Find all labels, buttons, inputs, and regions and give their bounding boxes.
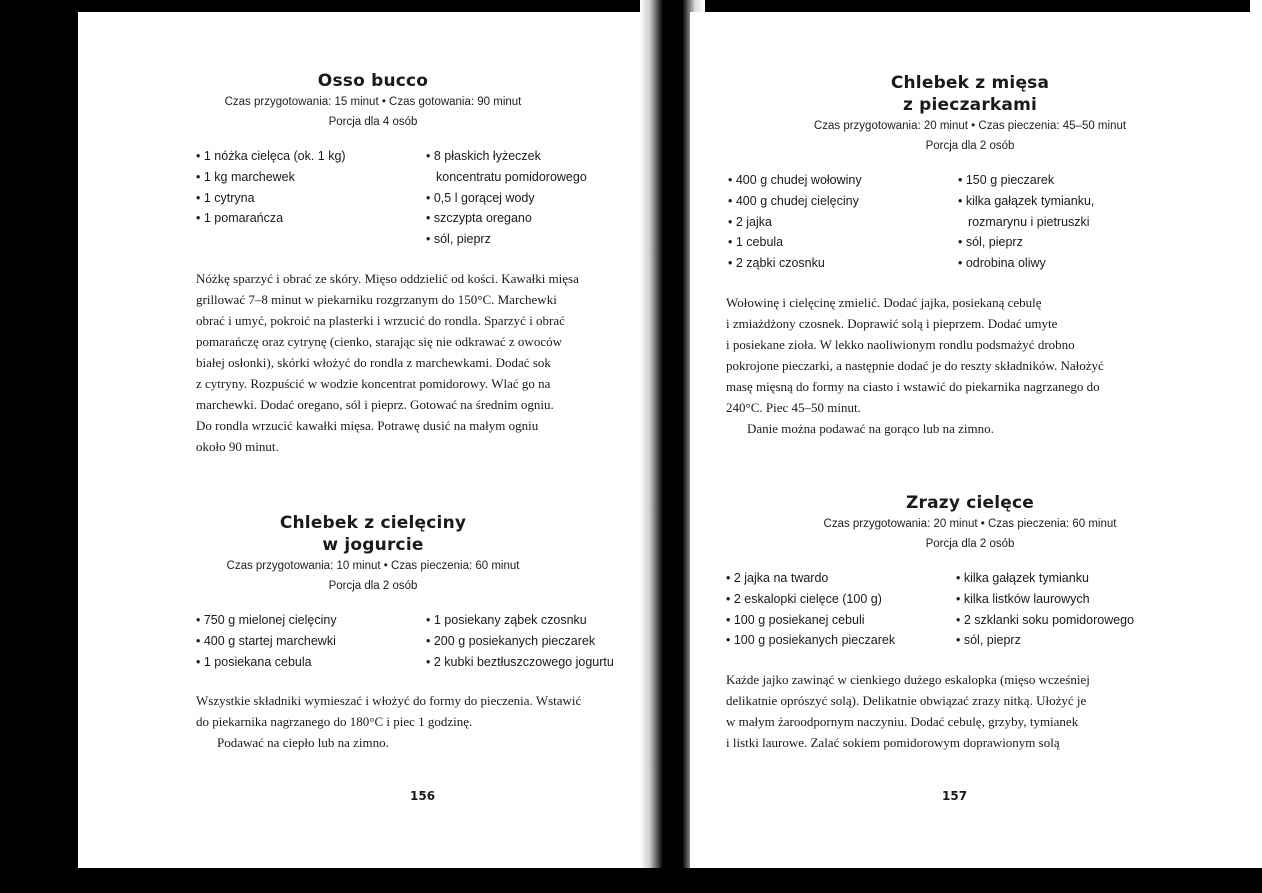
ingredient-item: • 2 ząbki czosnku [728, 253, 958, 274]
ingredient-item: • 1 cytryna [196, 188, 426, 209]
method-line: 240°C. Piec 45–50 minut. [726, 399, 861, 415]
ingredients-column-1 [726, 568, 956, 651]
ingredients-column-1 [728, 170, 958, 274]
recipe-method [196, 268, 656, 457]
recipe-title-line-2: w jogurcie [322, 535, 424, 555]
ingredient-item: • 1 kg marchewek [196, 167, 426, 188]
recipe-meta-time: Czas przygotowania: 10 minut • Czas pieczenia: 60 minut [226, 560, 520, 572]
method-line: Do rondla wrzucić kawałki mięsa. Potrawę dusić na małym ogniu [196, 417, 539, 433]
ingredient-item: • 1 nóżka cielęca (ok. 1 kg) [196, 146, 426, 167]
recipe-title: Zrazy cielęce [905, 493, 1035, 513]
ingredient-item: • kilka listków laurowych [956, 589, 1186, 610]
recipe-meta-time: Czas przygotowania: 20 minut • Czas pieczenia: 60 minut [823, 518, 1117, 530]
method-line: białej osłonki), skórki włożyć do rondla z marchewkami. Dodać sok [196, 354, 551, 370]
method-line: pokrojone pieczarki, a następnie dodać je do reszty składników. Nałożyć [726, 357, 1104, 373]
ingredient-item: • 2 eskalopki cielęce (100 g) [726, 589, 956, 610]
ingredient-item: • 1 posiekany ząbek czosnku [426, 610, 666, 631]
recipe-chlebek-z-miesa [690, 72, 1250, 439]
method-line: obrać i umyć, pokroić na plasterki i wrzucić do rondla. Sparzyć i obrać [196, 312, 565, 328]
ingredient-item: • 400 g startej marchewki [196, 631, 426, 652]
recipe-method [726, 292, 1246, 439]
method-line: marchewki. Dodać oregano, sól i pieprz. Gotować na średnim ogniu. [196, 396, 554, 412]
recipe-title-line-2: z pieczarkami [902, 95, 1038, 115]
ingredient-item: • odrobina oliwy [958, 253, 1178, 274]
ingredients-column-2 [956, 568, 1186, 651]
ingredient-item: • 400 g chudej wołowiny [728, 170, 958, 191]
method-line: Nóżkę sparzyć i obrać ze skóry. Mięso oddzielić od kości. Kawałki mięsa [196, 270, 579, 286]
recipe-meta-portion: Porcja dla 2 osób [925, 538, 1015, 550]
scan-border-right [1250, 0, 1262, 893]
serving-note: Podawać na ciepło lub na zimno. [217, 735, 389, 751]
scan-border-left [0, 0, 85, 893]
ingredient-item-continued: koncentratu pomidorowego [436, 169, 587, 184]
ingredients-column-2 [426, 146, 646, 250]
ingredient-item: • 1 posiekana cebula [196, 652, 426, 673]
recipe-meta-time: Czas przygotowania: 20 minut • Czas pieczenia: 45–50 minut [813, 120, 1127, 132]
ingredient-item: • sól, pieprz [426, 229, 646, 250]
recipe-title: Osso bucco [317, 71, 429, 91]
ingredients-column-2 [958, 170, 1178, 274]
recipe-method [196, 690, 666, 753]
ingredients-list [728, 170, 1250, 274]
method-line: Wszystkie składniki wymieszać i włożyć do formy do pieczenia. Wstawić [196, 693, 582, 709]
ingredient-item: • 2 jajka [728, 212, 958, 233]
ingredient-item: • 8 płaskich łyżeczek [426, 146, 646, 167]
recipe-osso-bucco [78, 70, 668, 457]
ingredient-item: • 1 pomarańcza [196, 208, 426, 229]
scan-border-bottom [0, 868, 1262, 893]
ingredient-item: • kilka gałązek tymianku [956, 568, 1186, 589]
recipe-method [726, 669, 1246, 753]
method-line: Każde jajko zawinąć w cienkiego dużego eskalopka (mięso wcześniej [726, 672, 1090, 688]
ingredient-item: • 200 g posiekanych pieczarek [426, 631, 666, 652]
method-line: i posiekane zioła. W lekko naoliwionym rondlu podsmażyć drobno [726, 336, 1075, 352]
method-line: delikatnie oprószyć solą). Delikatnie obwiązać zrazy nitką. Ułożyć je [726, 693, 1087, 709]
method-line: z cytryny. Rozpuścić w wodzie koncentrat pomidorowy. Wlać go na [196, 375, 551, 391]
ingredient-item: • 2 szklanki soku pomidorowego [956, 610, 1186, 631]
recipe-title: Chlebek z cielęciny [279, 513, 467, 533]
recipe-meta-portion: Porcja dla 2 osób [925, 140, 1015, 152]
page-number: 156 [410, 789, 436, 803]
method-line: Wołowinę i cielęcinę zmielić. Dodać jajka, posiekaną cebulę [726, 294, 1042, 310]
ingredients-column-1 [196, 146, 426, 250]
ingredient-item: • 2 jajka na twardo [726, 568, 956, 589]
ingredient-item: • sól, pieprz [958, 232, 1178, 253]
recipe-meta-portion: Porcja dla 2 osób [328, 580, 418, 592]
method-line: około 90 minut. [196, 438, 279, 454]
recipe-meta-time: Czas przygotowania: 15 minut • Czas gotowania: 90 minut [224, 96, 522, 108]
ingredient-item: • szczypta oregano [426, 208, 646, 229]
recipe-zrazy-cielece [690, 492, 1250, 753]
ingredient-item: • 1 cebula [728, 232, 958, 253]
right-page [690, 12, 1250, 868]
ingredient-item: • 2 kubki beztłuszczowego jogurtu [426, 652, 666, 673]
recipe-title: Chlebek z mięsa [890, 73, 1050, 93]
ingredient-item: • 100 g posiekanej cebuli [726, 610, 956, 631]
method-line: i zmiażdżony czosnek. Doprawić solą i pieprzem. Dodać umyte [726, 315, 1058, 331]
ingredients-list [196, 610, 668, 672]
recipe-chlebek-z-cieleciny [78, 512, 668, 753]
ingredients-list [196, 146, 668, 250]
ingredient-item: • kilka gałązek tymianku, [958, 191, 1178, 212]
ingredient-item-continued: rozmarynu i pietruszki [968, 214, 1090, 229]
ingredient-item: • 0,5 l gorącej wody [426, 188, 646, 209]
ingredient-item: • 750 g mielonej cielęciny [196, 610, 426, 631]
ingredient-item: • 100 g posiekanych pieczarek [726, 630, 956, 651]
method-line: w małym żaroodpornym naczyniu. Dodać cebulę, grzyby, tymianek [726, 714, 1079, 730]
page-number: 157 [942, 789, 968, 803]
method-line: pomarańczę oraz cytrynę (cienko, starając się nie odkrawać z owoców [196, 333, 562, 349]
recipe-meta-portion: Porcja dla 4 osób [328, 116, 418, 128]
method-line: do piekarnika nagrzanego do 180°C i piec 1 godzinę. [196, 714, 473, 730]
method-line: masę mięsną do formy na ciasto i wstawić do piekarnika nagrzanego do [726, 378, 1100, 394]
ingredient-item: • 150 g pieczarek [958, 170, 1178, 191]
left-page [78, 12, 668, 868]
serving-note: Danie można podawać na gorąco lub na zimno. [747, 420, 994, 436]
ingredient-item: • 400 g chudej cielęciny [728, 191, 958, 212]
method-line: grillować 7–8 minut w piekarniku rozgrzanym do 150°C. Marchewki [196, 291, 557, 307]
method-line: i listki laurowe. Zalać sokiem pomidorowym doprawionym solą [726, 735, 1060, 751]
ingredients-column-1 [196, 610, 426, 672]
ingredients-list [726, 568, 1250, 651]
ingredients-column-2 [426, 610, 666, 672]
ingredient-item: • sól, pieprz [956, 630, 1186, 651]
